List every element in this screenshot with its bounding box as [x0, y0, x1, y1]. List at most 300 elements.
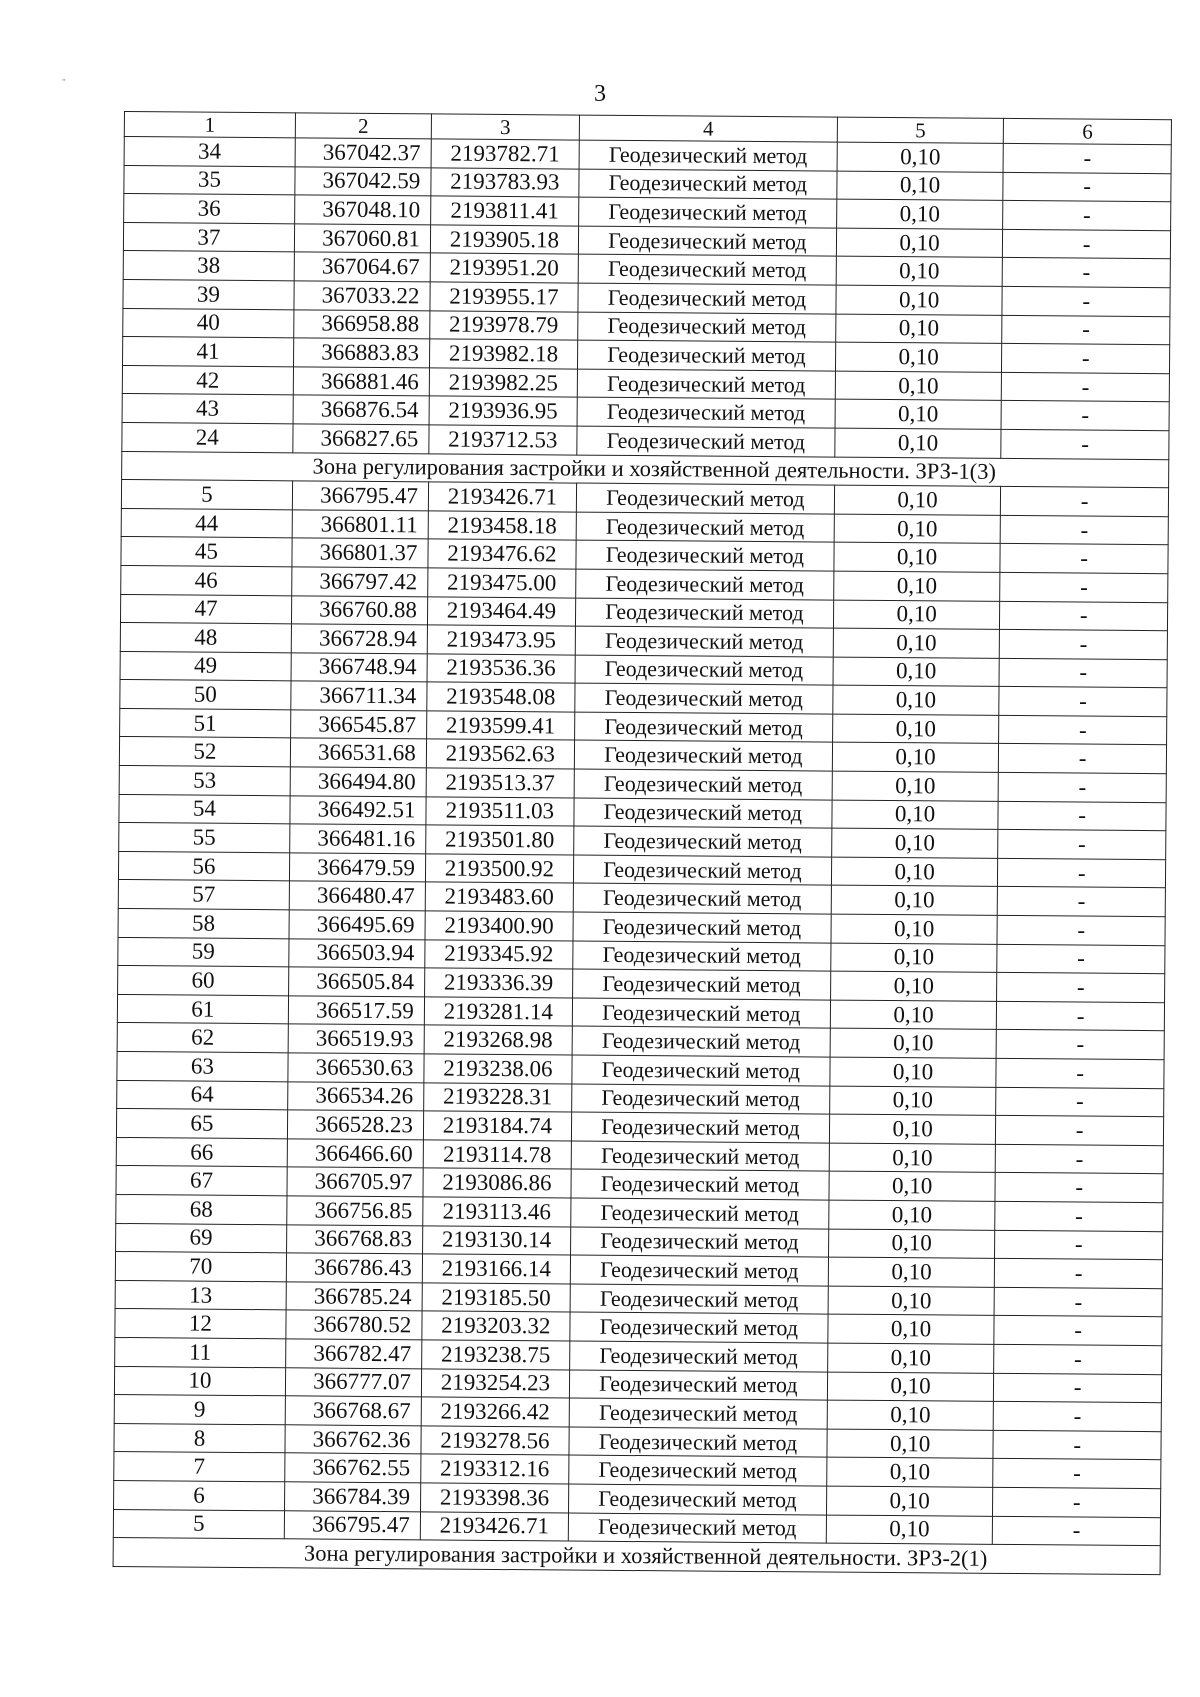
y-coordinate-cell: 2193712.53	[429, 425, 577, 455]
column-header-4: 4	[579, 115, 837, 142]
point-number-cell: 64	[117, 1080, 288, 1110]
method-cell: Геодезический метод	[577, 340, 835, 371]
y-coordinate-cell: 2193476.62	[428, 539, 576, 569]
y-coordinate-cell: 2193266.42	[421, 1397, 569, 1427]
y-coordinate-cell: 2193400.90	[425, 911, 573, 941]
method-cell: Геодезический метод	[572, 1055, 830, 1086]
method-cell: Геодезический метод	[572, 1026, 830, 1057]
note-cell: -	[995, 1201, 1163, 1231]
x-coordinate-cell: 366797.42	[292, 567, 428, 597]
method-cell: Геодезический метод	[575, 655, 833, 686]
x-coordinate-cell: 366492.51	[290, 795, 426, 825]
accuracy-cell: 0,10	[834, 485, 1001, 515]
x-coordinate-cell: 366711.34	[291, 681, 427, 711]
accuracy-cell: 0,10	[833, 657, 1000, 687]
y-coordinate-cell: 2193536.36	[427, 654, 575, 684]
point-number-cell: 69	[116, 1223, 287, 1253]
method-cell: Геодезический метод	[576, 483, 834, 514]
y-coordinate-cell: 2193782.71	[431, 139, 579, 169]
x-coordinate-cell: 366466.60	[287, 1139, 423, 1169]
accuracy-cell: 0,10	[829, 1143, 996, 1173]
point-number-cell: 8	[114, 1423, 285, 1453]
page-number: 3	[594, 81, 606, 107]
note-cell: -	[1003, 229, 1171, 259]
accuracy-cell: 0,10	[836, 256, 1003, 286]
note-cell: -	[993, 1516, 1161, 1546]
y-coordinate-cell: 2193982.18	[429, 339, 577, 369]
method-cell: Геодезический метод	[574, 798, 832, 829]
note-cell: -	[996, 1058, 1164, 1088]
point-number-cell: 53	[119, 766, 290, 796]
accuracy-cell: 0,10	[832, 743, 999, 773]
method-cell: Геодезический метод	[576, 512, 834, 543]
note-cell: -	[1002, 372, 1170, 402]
note-cell: -	[1002, 315, 1170, 345]
accuracy-cell: 0,10	[835, 342, 1002, 372]
method-cell: Геодезический метод	[573, 883, 831, 914]
method-cell: Геодезический метод	[577, 397, 835, 428]
method-cell: Геодезический метод	[579, 140, 837, 171]
note-cell: -	[994, 1344, 1162, 1374]
note-cell: -	[995, 1230, 1163, 1260]
y-coordinate-cell: 2193254.23	[421, 1368, 569, 1398]
x-coordinate-cell: 366495.69	[289, 910, 425, 940]
y-coordinate-cell: 2193464.49	[427, 596, 575, 626]
y-coordinate-cell: 2193501.80	[426, 825, 574, 855]
y-coordinate-cell: 2193278.56	[421, 1426, 569, 1456]
y-coordinate-cell: 2193599.41	[426, 711, 574, 741]
column-header-3: 3	[431, 114, 579, 140]
note-cell: -	[994, 1373, 1162, 1403]
table-body	[113, 112, 1171, 1575]
point-number-cell: 39	[123, 279, 294, 309]
note-cell: -	[997, 944, 1165, 974]
x-coordinate-cell: 366528.23	[287, 1110, 423, 1140]
accuracy-cell: 0,10	[833, 685, 1000, 715]
method-cell: Геодезический метод	[570, 1341, 828, 1372]
method-cell: Геодезический метод	[579, 197, 837, 228]
y-coordinate-cell: 2193086.86	[423, 1168, 571, 1198]
note-cell: -	[996, 1030, 1164, 1060]
x-coordinate-cell: 366748.94	[291, 653, 427, 683]
note-cell: -	[1003, 172, 1171, 202]
y-coordinate-cell: 2193905.18	[430, 225, 578, 255]
method-cell: Геодезический метод	[568, 1484, 826, 1515]
x-coordinate-cell: 366801.11	[292, 510, 428, 540]
point-number-cell: 57	[118, 880, 289, 910]
point-number-cell: 51	[120, 708, 291, 738]
method-cell: Геодезический метод	[576, 540, 834, 571]
method-cell: Геодезический метод	[575, 626, 833, 657]
accuracy-cell: 0,10	[832, 828, 999, 858]
x-coordinate-cell: 366784.39	[284, 1482, 420, 1512]
method-cell: Геодезический метод	[572, 998, 830, 1029]
point-number-cell: 41	[123, 337, 294, 367]
note-cell: -	[1000, 601, 1168, 631]
y-coordinate-cell: 2193548.08	[427, 682, 575, 712]
method-cell: Геодезический метод	[577, 369, 835, 400]
accuracy-cell: 0,10	[834, 514, 1001, 544]
method-cell: Геодезический метод	[574, 741, 832, 772]
y-coordinate-cell: 2193513.37	[426, 768, 574, 798]
note-cell: -	[1000, 629, 1168, 659]
x-coordinate-cell: 367033.22	[294, 281, 430, 311]
y-coordinate-cell: 2193951.20	[430, 253, 578, 283]
note-cell: -	[998, 830, 1166, 860]
method-cell: Геодезический метод	[571, 1169, 829, 1200]
method-cell: Геодезический метод	[571, 1141, 829, 1172]
method-cell: Геодезический метод	[568, 1513, 826, 1544]
point-number-cell: 10	[114, 1366, 285, 1396]
accuracy-cell: 0,10	[835, 428, 1002, 458]
accuracy-cell: 0,10	[830, 1000, 997, 1030]
note-cell: -	[995, 1259, 1163, 1289]
point-number-cell: 44	[121, 508, 292, 538]
accuracy-cell: 0,10	[834, 542, 1001, 572]
method-cell: Геодезический метод	[578, 283, 836, 314]
y-coordinate-cell: 2193228.31	[424, 1082, 572, 1112]
note-cell: -	[995, 1173, 1163, 1203]
accuracy-cell: 0,10	[828, 1286, 995, 1316]
point-number-cell: 12	[115, 1309, 286, 1339]
accuracy-cell: 0,10	[832, 771, 999, 801]
point-number-cell: 24	[122, 422, 293, 452]
accuracy-cell: 0,10	[836, 285, 1003, 315]
x-coordinate-cell: 366795.47	[284, 1510, 420, 1540]
x-coordinate-cell: 366519.93	[288, 1024, 424, 1054]
note-cell: -	[993, 1430, 1161, 1460]
note-cell: -	[996, 1144, 1164, 1174]
point-number-cell: 60	[118, 966, 289, 996]
point-number-cell: 70	[115, 1252, 286, 1282]
point-number-cell: 56	[118, 851, 289, 881]
x-coordinate-cell: 366762.36	[285, 1425, 421, 1455]
accuracy-cell: 0,10	[830, 971, 997, 1001]
y-coordinate-cell: 2193130.14	[422, 1225, 570, 1255]
x-coordinate-cell: 366876.54	[293, 395, 429, 425]
y-coordinate-cell: 2193336.39	[424, 968, 572, 998]
accuracy-cell: 0,10	[831, 857, 998, 887]
x-coordinate-cell: 367042.59	[295, 166, 431, 196]
method-cell: Геодезический метод	[570, 1284, 828, 1315]
method-cell: Геодезический метод	[572, 1084, 830, 1115]
x-coordinate-cell: 366768.83	[286, 1224, 422, 1254]
point-number-cell: 63	[117, 1051, 288, 1081]
y-coordinate-cell: 2193268.98	[424, 1025, 572, 1055]
x-coordinate-cell: 367060.81	[294, 224, 430, 254]
x-coordinate-cell: 366782.47	[285, 1339, 421, 1369]
method-cell: Геодезический метод	[578, 226, 836, 257]
method-cell: Геодезический метод	[570, 1255, 828, 1286]
note-cell: -	[999, 687, 1167, 717]
x-coordinate-cell: 366768.67	[285, 1396, 421, 1426]
point-number-cell: 34	[124, 137, 295, 167]
note-cell: -	[994, 1316, 1162, 1346]
note-cell: -	[1003, 143, 1171, 173]
accuracy-cell: 0,10	[829, 1171, 996, 1201]
point-number-cell: 35	[124, 165, 295, 195]
x-coordinate-cell: 366479.59	[289, 853, 425, 883]
point-number-cell: 46	[121, 565, 292, 595]
accuracy-cell: 0,10	[834, 571, 1001, 601]
point-number-cell: 49	[120, 651, 291, 681]
point-number-cell: 50	[120, 680, 291, 710]
point-number-cell: 62	[117, 1023, 288, 1053]
method-cell: Геодезический метод	[569, 1427, 827, 1458]
y-coordinate-cell: 2193473.95	[427, 625, 575, 655]
accuracy-cell: 0,10	[827, 1372, 994, 1402]
note-cell: -	[996, 1087, 1164, 1117]
y-coordinate-cell: 2193483.60	[425, 882, 573, 912]
y-coordinate-cell: 2193511.03	[426, 797, 574, 827]
x-coordinate-cell: 366494.80	[290, 767, 426, 797]
y-coordinate-cell: 2193426.71	[428, 482, 576, 512]
accuracy-cell: 0,10	[829, 1200, 996, 1230]
zone-title: Зона регулирования застройки и хозяйственной деятельности. ЗРЗ-2(1)	[113, 1538, 1160, 1575]
x-coordinate-cell: 366545.87	[290, 710, 426, 740]
note-cell: -	[996, 1116, 1164, 1146]
coordinates-table	[113, 111, 1172, 1575]
point-number-cell: 36	[124, 194, 295, 224]
accuracy-cell: 0,10	[827, 1429, 994, 1459]
accuracy-cell: 0,10	[832, 714, 999, 744]
y-coordinate-cell: 2193312.16	[421, 1454, 569, 1484]
x-coordinate-cell: 367048.10	[294, 195, 430, 225]
accuracy-cell: 0,10	[830, 1028, 997, 1058]
x-coordinate-cell: 366505.84	[288, 967, 424, 997]
method-cell: Геодезический метод	[571, 1112, 829, 1143]
x-coordinate-cell: 366777.07	[285, 1367, 421, 1397]
y-coordinate-cell: 2193114.78	[423, 1140, 571, 1170]
note-cell: -	[1001, 401, 1169, 431]
point-number-cell: 52	[119, 737, 290, 767]
y-coordinate-cell: 2193978.79	[430, 310, 578, 340]
point-number-cell: 40	[123, 308, 294, 338]
note-cell: -	[997, 1001, 1165, 1031]
y-coordinate-cell: 2193113.46	[423, 1197, 571, 1227]
x-coordinate-cell: 366883.83	[293, 338, 429, 368]
accuracy-cell: 0,10	[836, 199, 1003, 229]
y-coordinate-cell: 2193238.06	[424, 1054, 572, 1084]
y-coordinate-cell: 2193281.14	[424, 997, 572, 1027]
point-number-cell: 61	[117, 994, 288, 1024]
point-number-cell: 55	[119, 823, 290, 853]
point-number-cell: 45	[121, 537, 292, 567]
point-number-cell: 13	[115, 1280, 286, 1310]
accuracy-cell: 0,10	[828, 1314, 995, 1344]
accuracy-cell: 0,10	[836, 314, 1003, 344]
x-coordinate-cell: 366481.16	[290, 824, 426, 854]
method-cell: Геодезический метод	[574, 769, 832, 800]
accuracy-cell: 0,10	[837, 171, 1004, 201]
x-coordinate-cell: 366780.52	[286, 1310, 422, 1340]
x-coordinate-cell: 367064.67	[294, 252, 430, 282]
note-cell: -	[998, 858, 1166, 888]
note-cell: -	[997, 973, 1165, 1003]
point-number-cell: 58	[118, 909, 289, 939]
accuracy-cell: 0,10	[828, 1229, 995, 1259]
method-cell: Геодезический метод	[570, 1312, 828, 1343]
x-coordinate-cell: 366762.55	[285, 1453, 421, 1483]
y-coordinate-cell: 2193426.71	[420, 1511, 568, 1541]
point-number-cell: 65	[116, 1109, 287, 1139]
point-number-cell: 54	[119, 794, 290, 824]
accuracy-cell: 0,10	[831, 943, 998, 973]
x-coordinate-cell: 367042.37	[295, 138, 431, 168]
accuracy-cell: 0,10	[827, 1343, 994, 1373]
point-number-cell: 67	[116, 1166, 287, 1196]
point-number-cell: 48	[120, 623, 291, 653]
accuracy-cell: 0,10	[827, 1400, 994, 1430]
x-coordinate-cell: 366785.24	[286, 1282, 422, 1312]
y-coordinate-cell: 2193475.00	[428, 568, 576, 598]
x-coordinate-cell: 366801.37	[292, 538, 428, 568]
method-cell: Геодезический метод	[578, 254, 836, 285]
x-coordinate-cell: 366480.47	[289, 881, 425, 911]
accuracy-cell: 0,10	[832, 800, 999, 830]
x-coordinate-cell: 366534.26	[288, 1081, 424, 1111]
x-coordinate-cell: 366881.46	[293, 367, 429, 397]
note-cell: -	[1003, 201, 1171, 231]
accuracy-cell: 0,10	[828, 1257, 995, 1287]
scan-speck: „	[62, 73, 66, 82]
y-coordinate-cell: 2193184.74	[423, 1111, 571, 1141]
note-cell: -	[1003, 258, 1171, 288]
y-coordinate-cell: 2193398.36	[420, 1483, 568, 1513]
column-header-1: 1	[124, 112, 295, 138]
method-cell: Геодезический метод	[572, 969, 830, 1000]
method-cell: Геодезический метод	[569, 1398, 827, 1429]
point-number-cell: 42	[122, 365, 293, 395]
method-cell: Геодезический метод	[579, 169, 837, 200]
y-coordinate-cell: 2193955.17	[430, 282, 578, 312]
column-header-5: 5	[837, 117, 1004, 143]
point-number-cell: 5	[113, 1509, 284, 1539]
x-coordinate-cell: 366531.68	[290, 738, 426, 768]
y-coordinate-cell: 2193238.75	[422, 1340, 570, 1370]
method-cell: Геодезический метод	[570, 1227, 828, 1258]
accuracy-cell: 0,10	[833, 600, 1000, 630]
accuracy-cell: 0,10	[826, 1515, 993, 1545]
accuracy-cell: 0,10	[835, 371, 1002, 401]
note-cell: -	[999, 744, 1167, 774]
x-coordinate-cell: 366795.47	[292, 481, 428, 511]
accuracy-cell: 0,10	[829, 1114, 996, 1144]
method-cell: Геодезический метод	[575, 598, 833, 629]
y-coordinate-cell: 2193345.92	[425, 940, 573, 970]
x-coordinate-cell: 366958.88	[294, 309, 430, 339]
accuracy-cell: 0,10	[829, 1086, 996, 1116]
method-cell: Геодезический метод	[577, 426, 835, 457]
x-coordinate-cell: 366786.43	[286, 1253, 422, 1283]
point-number-cell: 6	[114, 1480, 285, 1510]
note-cell: -	[1002, 286, 1170, 316]
x-coordinate-cell: 366827.65	[293, 424, 429, 454]
point-number-cell: 66	[116, 1137, 287, 1167]
accuracy-cell: 0,10	[826, 1486, 993, 1516]
accuracy-cell: 0,10	[827, 1457, 994, 1487]
note-cell: -	[994, 1287, 1162, 1317]
note-cell: -	[1002, 344, 1170, 374]
y-coordinate-cell: 2193562.63	[426, 739, 574, 769]
accuracy-cell: 0,10	[835, 399, 1002, 429]
method-cell: Геодезический метод	[569, 1455, 827, 1486]
method-cell: Геодезический метод	[574, 712, 832, 743]
accuracy-cell: 0,10	[830, 1057, 997, 1087]
y-coordinate-cell: 2193783.93	[431, 168, 579, 198]
y-coordinate-cell: 2193936.95	[429, 396, 577, 426]
note-cell: -	[1000, 544, 1168, 574]
method-cell: Геодезический метод	[578, 312, 836, 343]
note-cell: -	[997, 915, 1165, 945]
point-number-cell: 43	[122, 394, 293, 424]
point-number-cell: 37	[123, 222, 294, 252]
x-coordinate-cell: 366760.88	[291, 595, 427, 625]
accuracy-cell: 0,10	[837, 142, 1004, 172]
x-coordinate-cell: 366728.94	[291, 624, 427, 654]
point-number-cell: 7	[114, 1452, 285, 1482]
note-cell: -	[998, 887, 1166, 917]
y-coordinate-cell: 2193811.41	[431, 196, 579, 226]
x-coordinate-cell: 366517.59	[288, 996, 424, 1026]
y-coordinate-cell: 2193185.50	[422, 1283, 570, 1313]
note-cell: -	[1000, 515, 1168, 545]
accuracy-cell: 0,10	[836, 228, 1003, 258]
point-number-cell: 47	[120, 594, 291, 624]
column-header-2: 2	[295, 113, 431, 139]
point-number-cell: 5	[121, 480, 292, 510]
point-number-cell: 59	[118, 937, 289, 967]
y-coordinate-cell: 2193500.92	[425, 854, 573, 884]
note-cell: -	[1001, 487, 1169, 517]
note-cell: -	[998, 772, 1166, 802]
point-number-cell: 68	[116, 1194, 287, 1224]
method-cell: Геодезический метод	[574, 826, 832, 857]
x-coordinate-cell: 366530.63	[288, 1053, 424, 1083]
y-coordinate-cell: 2193203.32	[422, 1311, 570, 1341]
method-cell: Геодезический метод	[569, 1370, 827, 1401]
method-cell: Геодезический метод	[573, 941, 831, 972]
note-cell: -	[998, 801, 1166, 831]
point-number-cell: 9	[114, 1395, 285, 1425]
method-cell: Геодезический метод	[575, 683, 833, 714]
method-cell: Геодезический метод	[573, 855, 831, 886]
note-cell: -	[994, 1401, 1162, 1431]
method-cell: Геодезический метод	[576, 569, 834, 600]
note-cell: -	[1000, 572, 1168, 602]
method-cell: Геодезический метод	[573, 912, 831, 943]
point-number-cell: 11	[115, 1337, 286, 1367]
point-number-cell: 38	[123, 251, 294, 281]
x-coordinate-cell: 366705.97	[287, 1167, 423, 1197]
note-cell: -	[993, 1487, 1161, 1517]
note-cell: -	[1001, 429, 1169, 459]
x-coordinate-cell: 366756.85	[287, 1196, 423, 1226]
column-header-6: 6	[1004, 118, 1172, 144]
note-cell: -	[999, 715, 1167, 745]
method-cell: Геодезический метод	[571, 1198, 829, 1229]
y-coordinate-cell: 2193458.18	[428, 511, 576, 541]
accuracy-cell: 0,10	[833, 628, 1000, 658]
y-coordinate-cell: 2193166.14	[422, 1254, 570, 1284]
note-cell: -	[999, 658, 1167, 688]
accuracy-cell: 0,10	[831, 886, 998, 916]
accuracy-cell: 0,10	[831, 914, 998, 944]
x-coordinate-cell: 366503.94	[289, 938, 425, 968]
zone-title: Зона регулирования застройки и хозяйственной деятельности. ЗРЗ-1(3)	[122, 451, 1169, 488]
note-cell: -	[993, 1459, 1161, 1489]
y-coordinate-cell: 2193982.25	[429, 368, 577, 398]
